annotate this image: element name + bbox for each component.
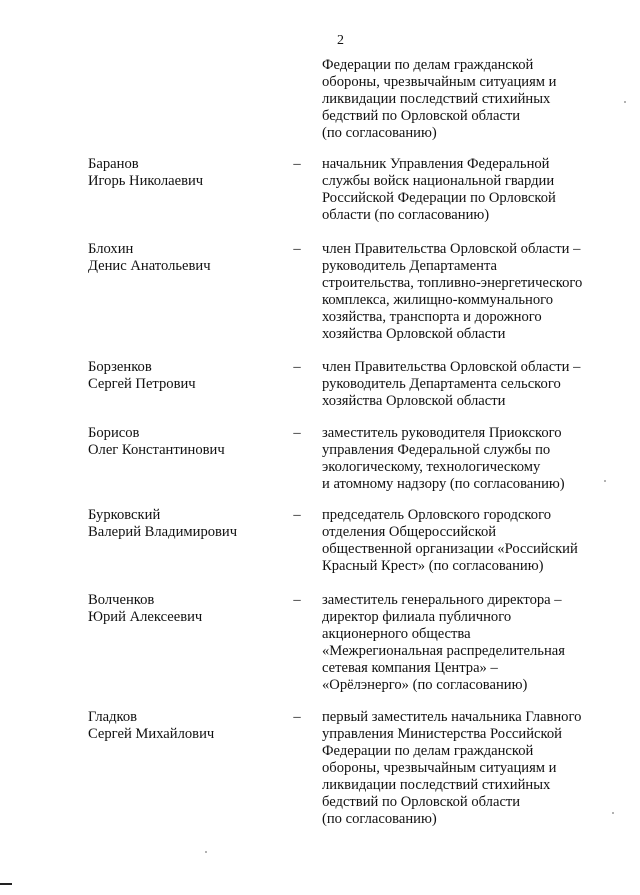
member-name: Борзенков Сергей Петрович xyxy=(88,359,196,392)
dash-separator: – xyxy=(293,425,301,441)
member-position: член Правительства Орловской области – руководитель Департамента сельского хозяйства Орловской области xyxy=(322,359,581,409)
continuation-text: Федерации по делам гражданской обороны, чрезвычайным ситуациям и ликвидации последствий стихийных бедствий по Орловской области (по согласованию) xyxy=(322,57,557,141)
dash-separator: – xyxy=(293,359,301,375)
dash-separator: – xyxy=(293,709,301,725)
member-position: заместитель руководителя Приокского управления Федеральной службы по экологическому, технологическому и атомному надзору (по согласованию) xyxy=(322,425,565,492)
member-position: председатель Орловского городского отделения Общероссийской общественной организации «Российский Красный Крест» (по согласованию) xyxy=(322,507,578,574)
scan-speck xyxy=(624,101,626,103)
member-name: Бурковский Валерий Владимирович xyxy=(88,507,238,540)
member-position: первый заместитель начальника Главного управления Министерства Российской Федерации по делам гражданской обороны, чрезвычайным ситуациям и ликвидации последствий стихийных бедствий по Орловской области (по согласованию) xyxy=(322,709,582,827)
member-name: Гладков Сергей Михайлович xyxy=(88,709,215,742)
page-number: 2 xyxy=(337,33,344,48)
dash-separator: – xyxy=(293,507,301,523)
member-position: начальник Управления Федеральной службы войск национальной гвардии Российской Федерации по Орловской области (по согласованию) xyxy=(322,156,556,223)
dash-separator: – xyxy=(293,156,301,172)
dash-separator: – xyxy=(293,592,301,608)
member-name: Волченков Юрий Алексеевич xyxy=(88,592,203,625)
scan-speck xyxy=(604,480,606,482)
dash-separator: – xyxy=(293,241,301,257)
scan-edge-mark xyxy=(0,883,12,885)
member-name: Баранов Игорь Николаевич xyxy=(88,156,204,189)
member-position: заместитель генерального директора – директор филиала публичного акционерного общества «Межрегиональная распределительная сетевая компания Центра» – «Орёлэнерго» (по согласованию) xyxy=(322,592,565,693)
member-name: Блохин Денис Анатольевич xyxy=(88,241,211,274)
member-name: Борисов Олег Константинович xyxy=(88,425,225,458)
scan-speck xyxy=(205,851,207,853)
member-position: член Правительства Орловской области – руководитель Департамента строительства, топливно-энергетического комплекса, жилищно-коммунального хозяйства, транспорта и дорожного хозяйства Орловской области xyxy=(322,241,583,342)
scan-speck xyxy=(612,812,614,814)
